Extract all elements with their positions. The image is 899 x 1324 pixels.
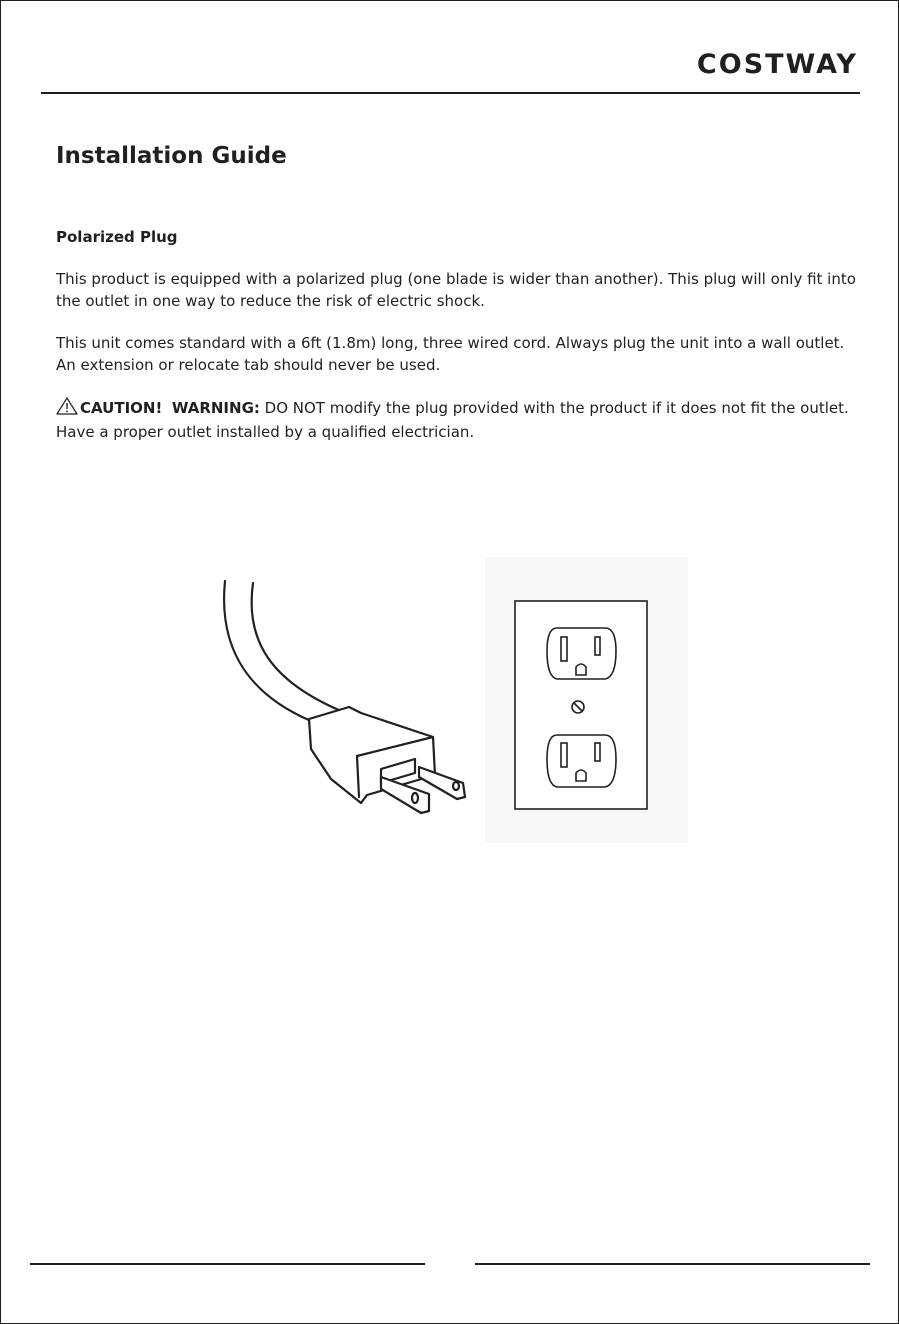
warning-text: DO NOT modify the plug provided with the product if it does not fit the outlet. Have a proper outlet installed by a qualified electrician. (56, 399, 849, 441)
page-title: Installation Guide (56, 143, 287, 169)
warning-label: WARNING: (171, 399, 260, 417)
cord-paragraph: This unit comes standard with a 6ft (1.8m) long, three wired cord. Always plug the unit into a wall outlet. An extension or relocate tab should never be used. (56, 334, 845, 374)
header-divider (41, 92, 860, 94)
warning-paragraph (56, 397, 856, 443)
footer-divider-left (30, 1263, 425, 1265)
plug-and-outlet-illustration (201, 561, 701, 851)
brand-logo: COSTWAY (696, 49, 858, 80)
polarized-plug-illustration (224, 581, 465, 813)
caution-label: CAUTION! (80, 399, 163, 417)
polarized-plug-paragraph: This product is equipped with a polarized plug (one blade is wider than another). This plug will only fit into the outlet in one way to reduce the risk of electric shock. (56, 270, 856, 310)
section-heading: Polarized Plug (56, 228, 178, 246)
wall-outlet-illustration (515, 601, 647, 809)
footer-divider-right (475, 1263, 870, 1265)
warning-triangle-icon (56, 397, 78, 421)
